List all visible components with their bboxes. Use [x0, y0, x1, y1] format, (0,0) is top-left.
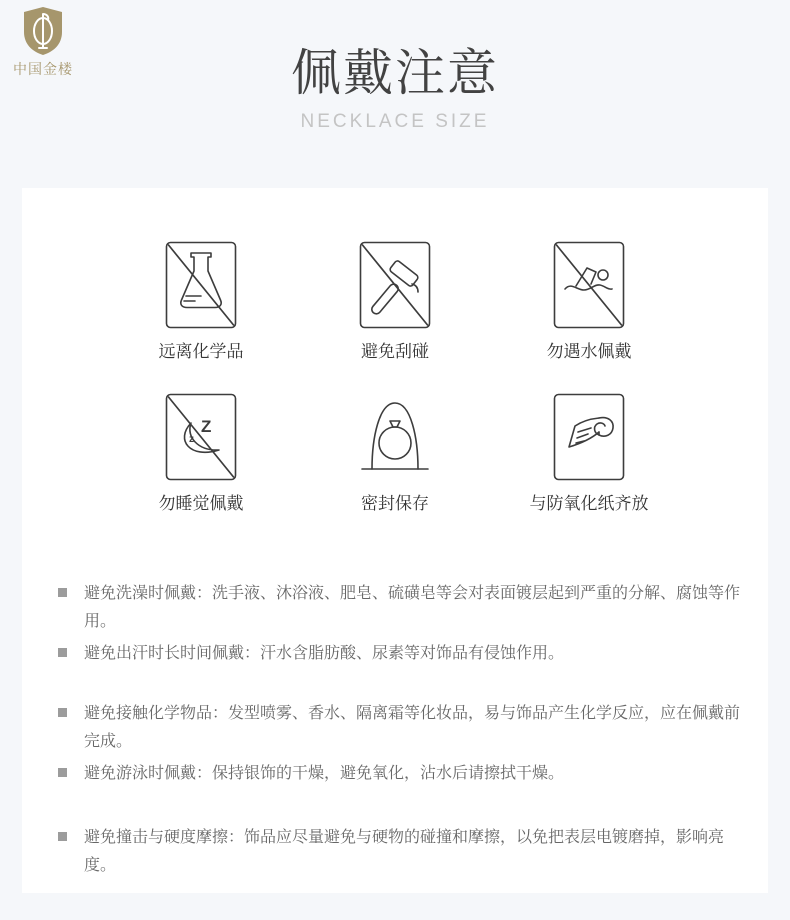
page-title: 佩戴注意 — [291, 45, 499, 101]
bullet-square-icon — [58, 768, 67, 777]
care-item-label: 与防氧化纸齐放 — [529, 494, 649, 513]
anti-oxidation-paper-icon — [553, 393, 625, 481]
no-chemicals-flask-icon — [165, 241, 237, 329]
care-item-no-sleep — [159, 393, 244, 514]
care-item-no-chemicals — [159, 241, 244, 362]
care-item-sealed-storage — [359, 393, 431, 514]
care-item-label: 密封保存 — [361, 494, 429, 513]
note-item — [58, 700, 748, 756]
bullet-square-icon — [58, 588, 67, 597]
bullet-square-icon — [58, 832, 67, 841]
care-item-label: 远离化学品 — [158, 342, 244, 361]
brand-name: 中国金楼 — [13, 61, 73, 77]
note-item — [58, 580, 748, 636]
care-item-no-water — [547, 241, 632, 362]
care-icon-grid — [22, 188, 768, 514]
note-text: 避免出汗时长时间佩戴：汗水含脂肪酸、尿素等对饰品有侵蚀作用。 — [84, 645, 565, 662]
section-header — [0, 0, 790, 133]
sealed-bag-ring-icon — [359, 393, 431, 481]
svg-text:Z: Z — [201, 417, 212, 436]
brand-shield-icon — [22, 6, 64, 56]
care-item-antioxidation-paper — [530, 393, 649, 514]
care-item-label: 避免刮碰 — [361, 342, 429, 361]
page-subtitle: NECKLACE SIZE — [300, 111, 490, 132]
care-notes-list — [22, 580, 768, 880]
bullet-square-icon — [58, 648, 67, 657]
bullet-square-icon — [58, 708, 67, 717]
no-swimming-icon — [553, 241, 625, 329]
note-text: 避免游泳时佩戴：保持银饰的干燥，避免氧化，沾水后请擦拭干燥。 — [84, 765, 565, 782]
brand-logo — [10, 6, 76, 79]
note-item — [58, 760, 748, 788]
note-text: 避免接触化学物品：发型喷雾、香水、隔离霜等化妆品，易与饰品产生化学反应，应在佩戴前完成。 — [84, 705, 741, 750]
svg-text:z: z — [189, 434, 194, 445]
care-item-no-scratch — [359, 241, 431, 362]
note-text: 避免洗澡时佩戴：洗手液、沐浴液、肥皂、硫磺皂等会对表面镀层起到严重的分解、腐蚀等作用。 — [84, 585, 741, 630]
no-hammer-icon — [359, 241, 431, 329]
note-item — [58, 640, 748, 668]
care-item-label: 勿遇水佩戴 — [546, 342, 632, 361]
care-item-label: 勿睡觉佩戴 — [158, 494, 244, 513]
care-card — [22, 188, 768, 893]
no-sleep-moon-icon — [165, 393, 237, 481]
note-text: 避免撞击与硬度摩擦：饰品应尽量避免与硬物的碰撞和摩擦，以免把表层电镀磨掉，影响亮度。 — [84, 829, 725, 874]
note-item — [58, 824, 748, 880]
